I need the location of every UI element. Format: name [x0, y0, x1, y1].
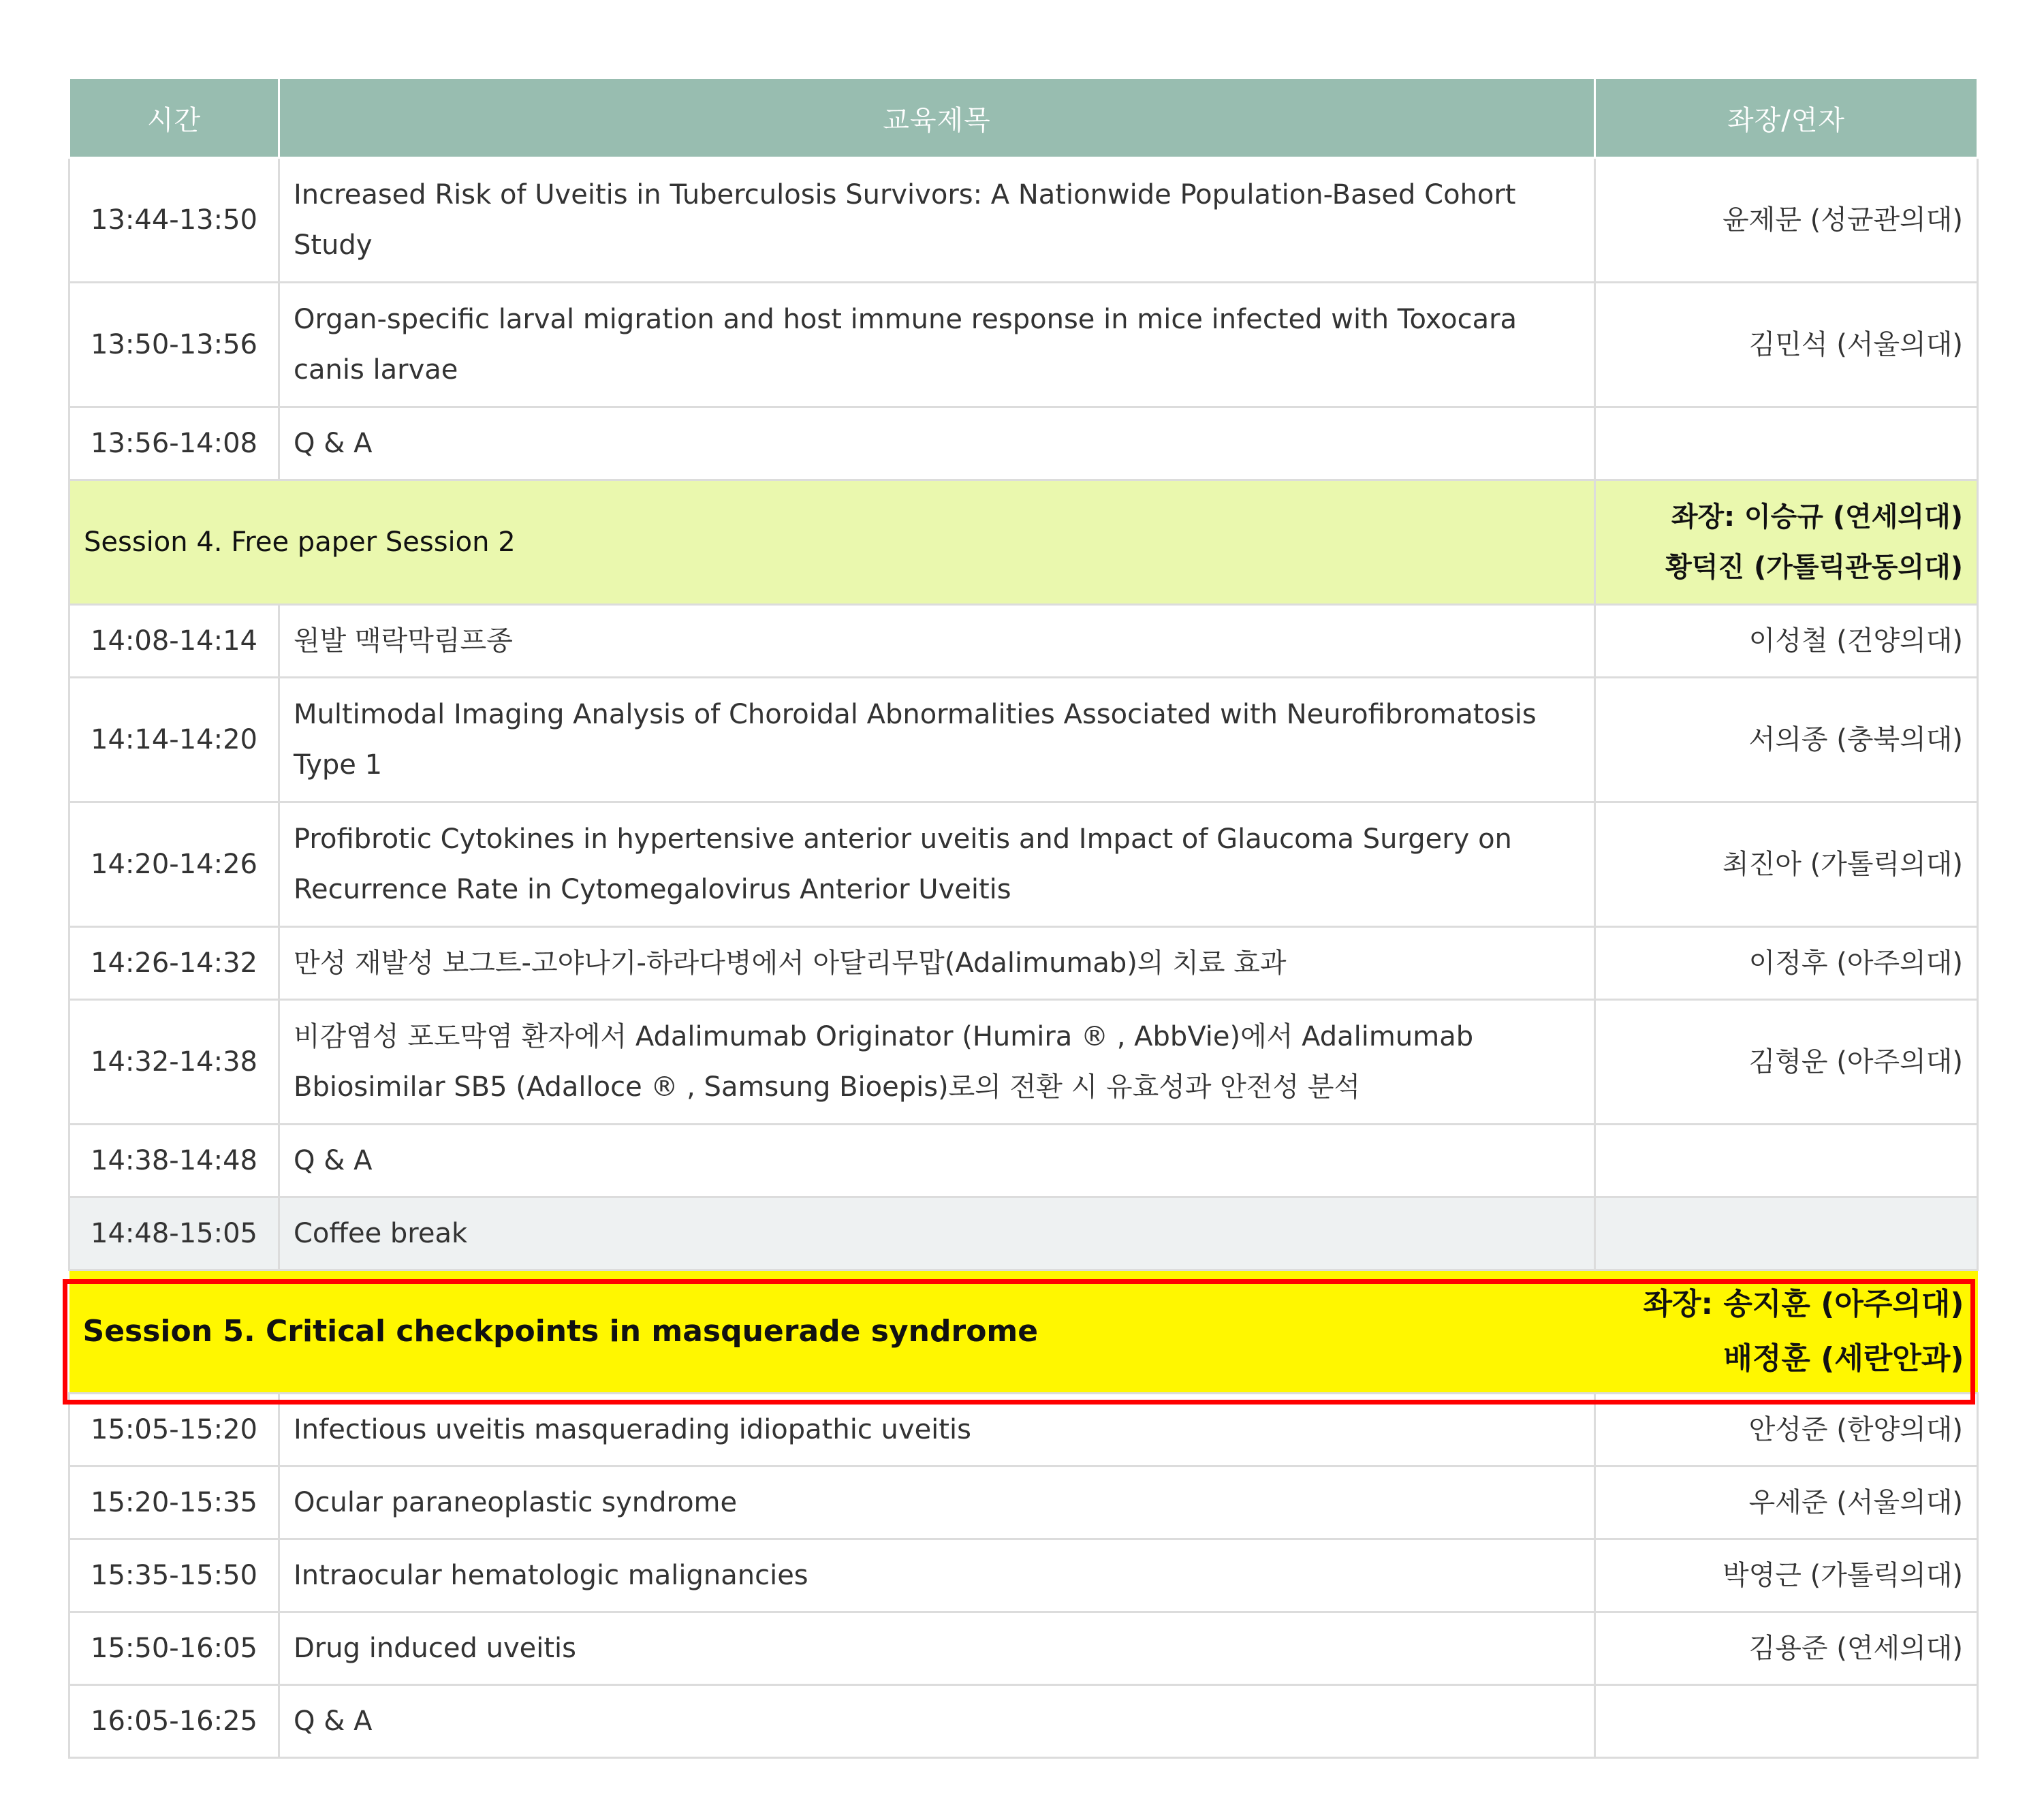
header-speaker: 좌장/연자: [1595, 79, 1978, 158]
session-4-title: Session 4. Free paper Session 2: [69, 480, 1595, 605]
session-4-chair-1: 좌장: 이승규 (연세의대): [1671, 501, 1963, 533]
row-title: Q & A: [279, 407, 1595, 480]
row-time: 14:38-14:48: [69, 1125, 279, 1197]
schedule-table: [68, 79, 1979, 1759]
table-row: [69, 678, 1978, 802]
row-title: 만성 재발성 보그트-고야나기-하라다병에서 아달리무맙(Adalimumab)의 치료 효과: [279, 927, 1595, 1000]
session-4-chair-2: 황덕진 (가톨릭관동의대): [1665, 552, 1963, 583]
table-row: [69, 1000, 1978, 1125]
table-row: [69, 605, 1978, 678]
session-5-chair-1: 좌장: 송지훈 (아주의대): [1643, 1287, 1964, 1321]
table-row: [69, 1539, 1978, 1612]
row-speaker: 이정후 (아주의대): [1595, 927, 1978, 1000]
row-speaker: 우세준 (서울의대): [1595, 1466, 1978, 1539]
schedule-container: [68, 79, 1977, 1759]
table-row: [69, 1125, 1978, 1197]
table-row: [69, 1466, 1978, 1539]
row-title: Multimodal Imaging Analysis of Choroidal Abnormalities Associated with Neurofibromatosis Type 1: [279, 678, 1595, 802]
row-title: Q & A: [279, 1125, 1595, 1197]
row-speaker: [1595, 1685, 1978, 1758]
session-5-title: Session 5. Critical checkpoints in masquerade syndrome: [69, 1270, 1595, 1394]
row-title: Ocular paraneoplastic syndrome: [279, 1466, 1595, 1539]
row-time: 15:05-15:20: [69, 1394, 279, 1466]
session-5-chair-2: 배정훈 (세란안과): [1723, 1341, 1964, 1376]
row-time: 15:35-15:50: [69, 1539, 279, 1612]
row-time: 14:32-14:38: [69, 1000, 279, 1125]
table-row: [69, 283, 1978, 407]
row-time: 14:14-14:20: [69, 678, 279, 802]
row-speaker: 김민석 (서울의대): [1595, 283, 1978, 407]
row-speaker: 김형운 (아주의대): [1595, 1000, 1978, 1125]
row-time: 16:05-16:25: [69, 1685, 279, 1758]
row-title: Organ-specific larval migration and host immune response in mice infected with Toxocara canis larvae: [279, 283, 1595, 407]
row-speaker: 안성준 (한양의대): [1595, 1394, 1978, 1466]
session-5-row: [69, 1270, 1978, 1394]
row-title: Intraocular hematologic malignancies: [279, 1539, 1595, 1612]
row-title: 원발 맥락막림프종: [279, 605, 1595, 678]
session-5-chairs: [1595, 1270, 1978, 1394]
table-header-row: [69, 79, 1978, 158]
row-speaker: [1595, 1197, 1978, 1270]
row-speaker: [1595, 1125, 1978, 1197]
row-time: 13:56-14:08: [69, 407, 279, 480]
session-4-row: [69, 480, 1978, 605]
row-speaker: [1595, 407, 1978, 480]
row-title: Increased Risk of Uveitis in Tuberculosis Survivors: A Nationwide Population-Based Cohort Study: [279, 158, 1595, 283]
table-row: [69, 802, 1978, 927]
row-speaker: 윤제문 (성균관의대): [1595, 158, 1978, 283]
table-row: [69, 407, 1978, 480]
row-speaker: 최진아 (가톨릭의대): [1595, 802, 1978, 927]
row-time: 13:50-13:56: [69, 283, 279, 407]
session-4-chairs: [1595, 480, 1978, 605]
coffee-break-row: [69, 1197, 1978, 1270]
row-speaker: 서의종 (충북의대): [1595, 678, 1978, 802]
row-title: Coffee break: [279, 1197, 1595, 1270]
row-title: Infectious uveitis masquerading idiopathic uveitis: [279, 1394, 1595, 1466]
table-row: [69, 1612, 1978, 1685]
row-speaker: 이성철 (건양의대): [1595, 605, 1978, 678]
header-time: 시간: [69, 79, 279, 158]
table-row: [69, 158, 1978, 283]
row-speaker: 박영근 (가톨릭의대): [1595, 1539, 1978, 1612]
row-title: Drug induced uveitis: [279, 1612, 1595, 1685]
row-time: 13:44-13:50: [69, 158, 279, 283]
header-title: 교육제목: [279, 79, 1595, 158]
row-title: Profibrotic Cytokines in hypertensive anterior uveitis and Impact of Glaucoma Surgery on Recurrence Rate in Cytomegalovirus Anterior Uveitis: [279, 802, 1595, 927]
table-row: [69, 927, 1978, 1000]
row-title: 비감염성 포도막염 환자에서 Adalimumab Originator (Humira ® , AbbVie)에서 Adalimumab Bbiosimilar SB5 (Adalloce ® , Samsung Bioepis)로의 전환 시 유효성과 안전성 분석: [279, 1000, 1595, 1125]
row-time: 14:20-14:26: [69, 802, 279, 927]
table-row: [69, 1685, 1978, 1758]
row-time: 14:26-14:32: [69, 927, 279, 1000]
table-row: [69, 1394, 1978, 1466]
row-title: Q & A: [279, 1685, 1595, 1758]
row-time: 15:50-16:05: [69, 1612, 279, 1685]
row-time: 14:48-15:05: [69, 1197, 279, 1270]
row-time: 14:08-14:14: [69, 605, 279, 678]
row-speaker: 김용준 (연세의대): [1595, 1612, 1978, 1685]
row-time: 15:20-15:35: [69, 1466, 279, 1539]
